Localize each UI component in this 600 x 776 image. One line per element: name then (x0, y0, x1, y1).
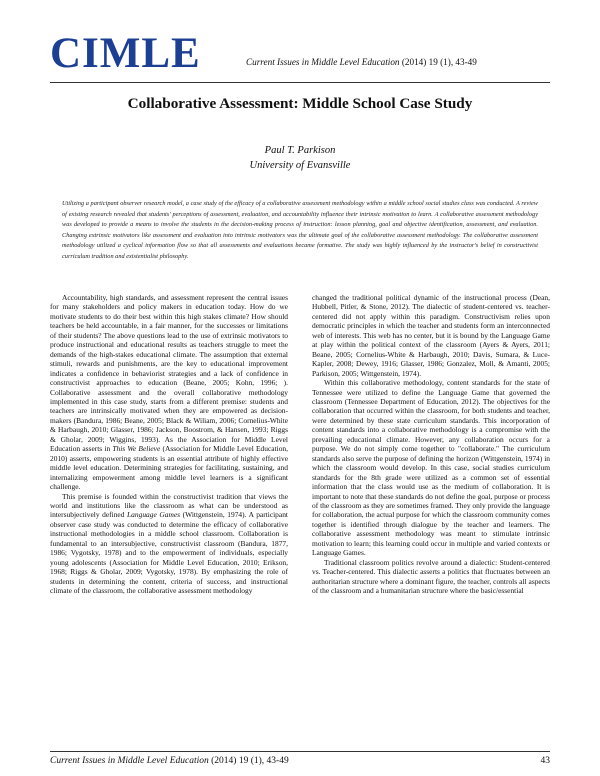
footer-citation (50, 756, 289, 766)
journal-name: Current Issues in Middle Level Education (246, 57, 400, 67)
page-number: 43 (540, 756, 550, 766)
footer-rule (50, 751, 550, 752)
body-column-right (312, 293, 550, 596)
author-affiliation: University of Evansville (249, 160, 351, 171)
paragraph: This premise is founded within the constructivist tradition that views the world and institutions like the classroom as what can be understood as intersubjectively defined Language Games (Wittgenstein, 1974). A participant observer case study was conducted to determine the efficacy of collaborative instructional methodologies in a middle school classroom. Collaboration is fundamental to an intersubjective, constructivist classroom (Bandura, 1877, 1986; Vygotsky, 1978) and to the empowerment of individuals, especially young adolescents (Association for Middle Level Education, 2010; Erikson, 1968; Riggs & Gholar, 2009; Vygotsky, 1978). By emphasizing the role of students in determining the content, criteria of success, and instructional climate of the classroom, the collaborative assessment methodology (50, 491, 288, 596)
header-rule (50, 82, 550, 83)
paragraph: changed the traditional political dynamic of the instructional process (Dean, Hubbell, Pitler, & Stone, 2012). The dialectic of student-centered vs. teacher-centered did not apply within this paradigm. Constructivism relies upon democratic principles in which the teacher and students form an interconnected web of interests. This web has no center, but it is bound by the Language Game at play within the political context of the classroom (Ayers & Ayers, 2011; Beane, 2005; Cornelius-White & Harbaugh, 2010; Davis, Sumara, & Luce-Kapler, 2008; Dewey, 1916; Glasser, 1986; Gonzalez, Moll, & Amanti, 2005; Parkison, 2005; Wittgenstein, 1974). (312, 293, 550, 378)
journal-citation (246, 57, 477, 67)
abstract: Utilizing a participant observer research model, a case study of the efficacy of a collaborative assessment methodology within a middle school social studies class was conducted. A review of existing research revealed that students' perceptions of assessment, evaluation, and accountability influence their intrinsic motivation to learn. A collaborative assessment methodology was developed to provide a means to involve the students in the decision-making process of instruction: lesson planning, goal and objective identification, assessment, and evaluation. Changing extrinsic motivators like assessment and evaluation into intrinsic motivators was the ultimate goal of the collaborative assessment methodology. The collaborative assessment methodology utilized a cyclical information flow so that all assessments and evaluations became formative. The study was highly influenced by the instructor's belief in constructivist curriculum tradition and existentialist philosophy. (62, 200, 538, 260)
journal-volume: (2014) 19 (1), 43-49 (399, 57, 477, 67)
paragraph: Traditional classroom politics revolve around a dialectic: Student-centered vs. Teacher-centered. This dialectic asserts a politics that fluctuates between an authoritarian structure where a dominant figure, the teacher, controls all aspects of the classroom and a humanitarian structure where the basic/essential (312, 557, 550, 596)
article-title: Collaborative Assessment: Middle School Case Study (127, 95, 473, 112)
footer-journal-name: Current Issues in Middle Level Education (50, 756, 209, 766)
emphasis: This We Believe (112, 444, 161, 454)
journal-logo: CIMLE (50, 30, 201, 77)
paragraph: Within this collaborative methodology, content standards for the state of Tennessee were utilized to define the Language Game that governed the classroom (Tennessee Department of Education, 2012). The objectives for the collaboration that occurred within the classroom, for both students and teacher, were determined by these state curriculum standards. This incorporation of content standards into a collaborative methodology is a compromise with the prevailing educational climate. However, any collaboration occurs for a purpose. We do not simply come together to "collaborate." The curriculum standards also serve the purpose of defining the horizon (Wittgenstein, 1974) in which the classroom would develop. In this case, social studies curriculum standards for the 8th grade were utilized as a common set of essential information that the class would use as the medium of collaboration. It is important to note that these standards do not define the goal, purpose or process of the classroom as they are sometimes framed. They only provide the language for collaboration, the actual purpose for which the classroom community comes together is identified through dialogue by the teacher and learners. The collaborative assessment methodology was meant to stimulate intrinsic motivation to learn; this learning could occur in multiple and varied contexts or Language Games. (312, 378, 550, 558)
body-column-left (50, 293, 288, 596)
emphasis: Language Games (127, 510, 181, 520)
footer-volume: (2014) 19 (1), 43-49 (208, 756, 289, 766)
author-name: Paul T. Parkison (264, 145, 336, 156)
paragraph: Accountability, high standards, and assessment represent the central issues for many stakeholders and policy makers in education today. How do we motivate students to do their best within this high stakes climate? How should teachers be held accountable, in a fair manner, for the successes or limitations of their students? The above questions lead to the use of extrinsic motivators to produce instructional and educational results as teachers struggle to meet the demands of the high-stakes educational climate. The assumption that external stimuli, rewards and punishments, are the key to educational improvement indicates a confidence in behaviorist strategies and a lack of confidence in constructivist approaches to education (Beane, 2005; Kohn, 1996; ). Collaborative assessment and the overall collaborative methodology implemented in this case study, starts from a different premise: students and teachers are intrinsically motivated when they are empowered as decision-makers (Bandura, 1986; Beane, 2005; Black & Wiliam, 2006; Cornelius-White & Harbaugh, 2010; Glasser, 1986; Jackson, Boostrom, & Hansen, 1993; Riggs & Gholar, 2009; Wiggins, 1993). As the Association for Middle Level Education asserts in This We Believe (Association for Middle Level Education, 2010) asserts, empowering students is an essential attribute of highly effective middle level education. Determining strategies for facilitating, sustaining, and internalizing empowerment among middle level learners is a significant challenge. (50, 293, 288, 492)
